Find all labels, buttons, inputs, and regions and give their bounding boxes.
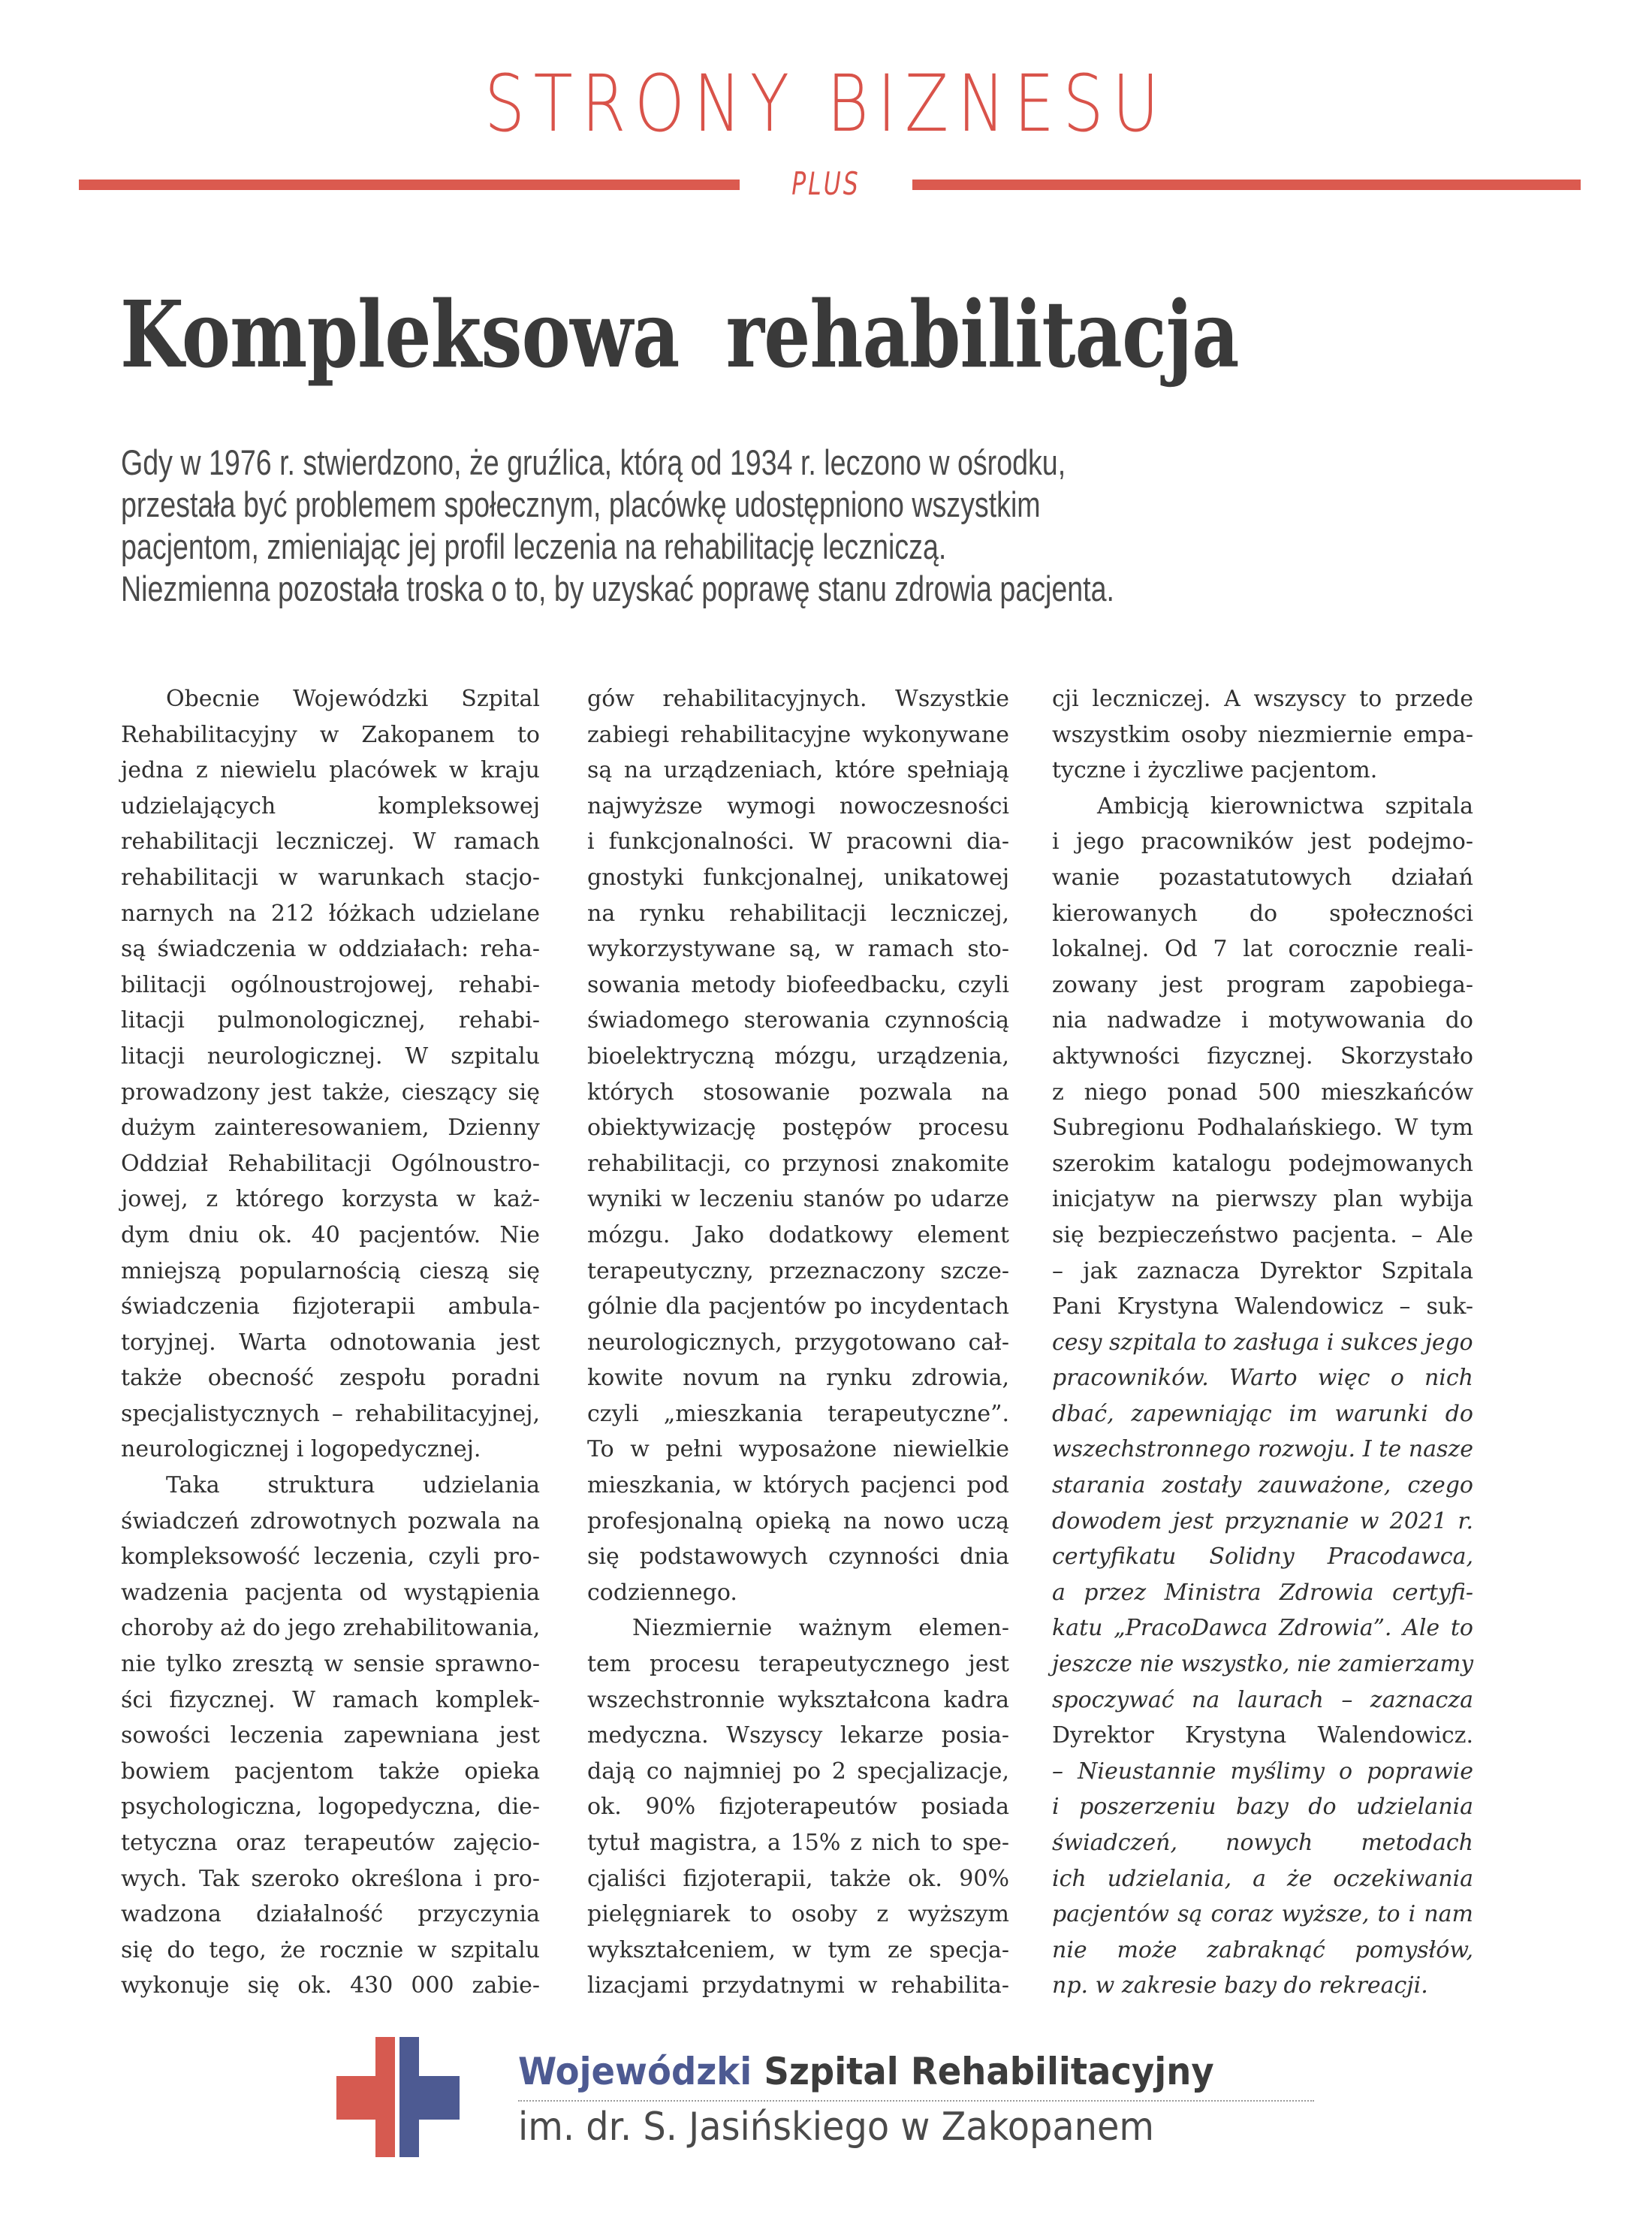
article-text-line: się do tego, że rocznie w szpitalu [121,1936,540,1963]
article-text-line: pacjentów są coraz wyższe, to i nam [1052,1901,1473,1928]
article-text-line: czyli „mieszkania terapeutyczne”. [587,1400,1009,1427]
article-text-line: Subregionu Podhalańskiego. W tym [1052,1115,1473,1142]
article-text-line: których stosowanie pozwala na [587,1079,1009,1106]
article-text-line: udzielających kompleksowej [121,792,540,819]
article-text-line: są świadczenia w oddziałach: reha- [121,936,540,963]
article-text-line: kompleksowość leczenia, czyli pro- [121,1544,540,1571]
article-text-line: wadzona działalność przyczynia [121,1901,540,1928]
article-text-line: a przez Ministra Zdrowia certyfi- [1052,1579,1473,1606]
article-text-line: np. w zakresie bazy do rekreacji. [1052,1972,1428,1999]
article-text-line: zabiegi rehabilitacyjne wykonywane [587,721,1009,748]
article-text-line: i poszerzeniu bazy do udzielania [1052,1794,1473,1821]
lede-line: Gdy w 1976 r. stwierdzono, że gruźlica, którą od 1934 r. leczono w ośrodku, [121,442,1066,482]
article-text-line: codziennego. [587,1579,737,1606]
article-column-3 [1052,681,1473,2004]
article-text-line: wszechstronnego rozwoju. I te nasze [1052,1436,1473,1463]
article-text-line: Rehabilitacyjny w Zakopanem to [121,721,540,748]
article-text-line: pielęgniarek to osoby z wyższym [587,1901,1009,1928]
article-text-line: toryjnej. Warta odnotowania jest [121,1329,540,1356]
article-text-line: są na urządzeniach, które spełniają [587,757,1009,784]
article-column-2 [587,681,1009,2004]
article-text-line: obiektywizację postępów procesu [587,1115,1009,1142]
article-text-line: Taka struktura udzielania [166,1472,540,1499]
article-text-line: jeszcze nie wszystko, nie zamierzamy [1052,1651,1474,1678]
masthead-rule-left [79,180,740,190]
org-name-rest: Szpital Rehabilitacyjny [752,2050,1214,2093]
article-text-line: Obecnie Wojewódzki Szpital [166,686,540,712]
article-text-line: inicjatyw na pierwszy plan wybija [1052,1186,1473,1213]
masthead-section-title: STRONY BIZNESU [484,58,1168,149]
article-text-line: wanie pozastatutowych działań [1052,864,1473,891]
article-text-line: i funkcjonalności. W pracowni dia- [587,828,1009,855]
org-subtitle: im. dr. S. Jasińskiego w Zakopanem [518,2105,1155,2150]
article-text-line: wykorzystywane są, w ramach sto- [587,936,1009,963]
article-text-line: ich udzielania, a że oczekiwania [1052,1865,1473,1892]
article-text-line: szerokim katalogu podejmowanych [1052,1150,1473,1177]
article-text-line: – Nieustannie myślimy o poprawie [1052,1758,1473,1785]
article-text-line: gnostyki funkcjonalnej, unikatowej [587,864,1009,891]
article-text-line: Niezmiernie ważnym elemen- [632,1615,1009,1642]
article-text-line: zowany jest program zapobiega- [1052,971,1473,998]
article-text-line: terapeutyczny, przeznaczony szcze- [587,1257,1009,1284]
article-text-line: jedna z niewielu placówek w kraju [121,757,540,784]
article-text-line: nie tylko zresztą w sensie sprawno- [121,1651,540,1678]
article-text-line: Oddział Rehabilitacji Ogólnoustro- [121,1150,540,1177]
article-text-line: się bezpieczeństwo pacjenta. – Ale [1052,1221,1473,1248]
masthead-subtitle: PLUS [791,165,861,202]
article-text-line: wszechstronnie wykształcona kadra [587,1686,1009,1713]
article-text-line: aktywności fizycznej. Skorzystało [1052,1043,1473,1070]
article-text-line: cesy szpitala to zasługa i sukces jego [1052,1329,1473,1356]
article-text-line: lokalnej. Od 7 lat corocznie reali- [1052,936,1473,963]
article-text-line: Dyrektor Krystyna Walendowicz. [1052,1722,1473,1749]
article-text-line: lizacjami przydatnymi w rehabilita- [587,1972,1009,1999]
article-text-line: sowości leczenia zapewniana jest [121,1722,540,1749]
org-name [518,2049,1214,2094]
article-text-line: dbać, zapewniając im warunki do [1052,1400,1473,1427]
article-text-line: wyniki w leczeniu stanów po udarze [587,1186,1009,1213]
article-text-line: się podstawowych czynności dnia [587,1544,1009,1571]
article-text-line: medyczna. Wszyscy lekarze posia- [587,1722,1009,1749]
article-text-line: bioelektryczną mózgu, urządzenia, [587,1043,1009,1070]
article-text-line: świadczeń, nowych metodach [1052,1830,1473,1856]
article-text-line: także obecność zespołu poradni [121,1365,540,1392]
article-text-line: wykształceniem, w tym ze specja- [587,1936,1009,1963]
article-text-line: wadzenia pacjenta od wystąpienia [121,1579,540,1606]
article-text-line: To w pełni wyposażone niewielkie [587,1436,1009,1463]
article-text-line: wykonuje się ok. 430 000 zabie- [121,1972,540,1999]
article-text-line: neurologicznej i logopedycznej. [121,1436,481,1463]
article-text-line: nie może zabraknąć pomysłów, [1052,1936,1473,1963]
article-text-line: profesjonalną opieką na nowo uczą [587,1507,1009,1534]
article-text-line: i jego pracowników jest podejmo- [1052,828,1473,855]
medical-cross-icon [336,2037,460,2157]
article-text-line: choroby aż do jego zrehabilitowania, [121,1615,541,1642]
article-text-line: wszystkim osoby niezmiernie empa- [1052,721,1473,748]
article-text-line: na rynku rehabilitacji leczniczej, [587,900,1009,927]
article-text-line: cjaliści fizjoterapii, także ok. 90% [587,1865,1009,1892]
article-text-line: prowadzony jest także, cieszący się [121,1079,540,1106]
org-divider [518,2100,1314,2102]
article-text-line: dają co najmniej po 2 specjalizacje, [587,1758,1009,1785]
article-text-line: rehabilitacji w warunkach stacjo- [121,864,540,891]
masthead-rule-right [912,180,1581,190]
article-text-line: tyczne i życzliwe pacjentom. [1052,757,1378,784]
article-text-line: neurologicznych, przygotowano cał- [587,1329,1009,1356]
article-text-line: dowodem jest przyznanie w 2021 r. [1052,1507,1473,1534]
article-text-line: litacji neurologicznej. W szpitalu [121,1043,540,1070]
lede-line: pacjentom, zmieniając jej profil leczenia na rehabilitację leczniczą. [121,527,947,566]
article-text-line: wych. Tak szeroko określona i pro- [121,1865,540,1892]
article-text-line: mózgu. Jako dodatkowy element [587,1221,1009,1248]
article-text-line: litacji pulmonologicznej, rehabi- [121,1007,540,1034]
article-text-line: tem procesu terapeutycznego jest [587,1651,1009,1678]
article-text-line: bowiem pacjentom także opieka [121,1758,540,1785]
article-text-line: gów rehabilitacyjnych. Wszystkie [587,686,1009,712]
article-text-line: katu „PracoDawca Zdrowia”. Ale to [1052,1615,1473,1642]
article-text-line: rehabilitacji leczniczej. W ramach [121,828,540,855]
article-text-line: ści fizycznej. W ramach komplek- [121,1686,540,1713]
article-text-line: świadomego sterowania czynnością [587,1007,1009,1034]
article-text-line: jowej, z którego korzysta w każ- [121,1186,540,1213]
org-name-accent: Wojewódzki [518,2050,752,2093]
article-column-1 [121,681,540,2004]
article-text-line: rehabilitacji, co przynosi znakomite [587,1150,1009,1177]
article-text-line: bilitacji ogólnoustrojowej, rehabi- [121,971,540,998]
article-text-line: dym dniu ok. 40 pacjentów. Nie [121,1221,540,1248]
article-text-line: certyfikatu Solidny Pracodawca, [1052,1544,1473,1571]
article-text-line: Pani Krystyna Walendowicz – suk- [1052,1293,1473,1320]
article-text-line: starania zostały zauważone, czego [1052,1472,1473,1499]
article-text-line: kierowanych do społeczności [1052,900,1473,927]
article-text-line: mniejszą popularnością cieszą się [121,1257,540,1284]
lede-line: Niezmienna pozostała troska o to, by uzyskać poprawę stanu zdrowia pacjenta. [121,569,1114,608]
article-text-line: pracowników. Warto więc o nich [1052,1365,1473,1392]
article-text-line: tytuł magistra, a 15% z nich to spe- [587,1830,1009,1856]
footer-logo [0,2028,1652,2178]
article-text-line: najwyższe wymogi nowoczesności [587,792,1009,819]
article-text-line: gólnie dla pacjentów po incydentach [587,1293,1009,1320]
article-text-line: ok. 90% fizjoterapeutów posiada [587,1794,1009,1821]
article-text-line: nia nadwadze i motywowania do [1052,1007,1473,1034]
article-headline: Kompleksowa rehabilitacja [120,280,1239,388]
article-text-line: świadczeń zdrowotnych pozwala na [121,1507,540,1534]
article-text-line: sowania metody biofeedbacku, czyli [587,971,1009,998]
article-text-line: cji leczniczej. A wszyscy to przede [1052,686,1473,712]
article-text-line: – jak zaznacza Dyrektor Szpitala [1052,1257,1473,1284]
article-text-line: tetyczna oraz terapeutów zajęcio- [121,1830,540,1856]
article-text-line: narnych na 212 łóżkach udzielane [121,900,540,927]
article-lede [121,442,1442,610]
lede-line: przestała być problemem społecznym, placówkę udostępniono wszystkim [121,484,1041,524]
article-text-line: spoczywać na laurach – zaznacza [1052,1686,1473,1713]
article-text-line: psychologiczna, logopedyczna, die- [121,1794,540,1821]
article-text-line: kowite novum na rynku zdrowia, [587,1365,1009,1392]
article-text-line: z niego ponad 500 mieszkańców [1052,1079,1473,1106]
article-text-line: Ambicją kierownictwa szpitala [1097,792,1473,819]
article-text-line: specjalistycznych – rehabilitacyjnej, [121,1400,540,1427]
article-text-line: świadczenia fizjoterapii ambula- [121,1293,540,1320]
article-text-line: dużym zainteresowaniem, Dzienny [121,1115,540,1142]
article-text-line: mieszkania, w których pacjenci pod [587,1472,1009,1499]
